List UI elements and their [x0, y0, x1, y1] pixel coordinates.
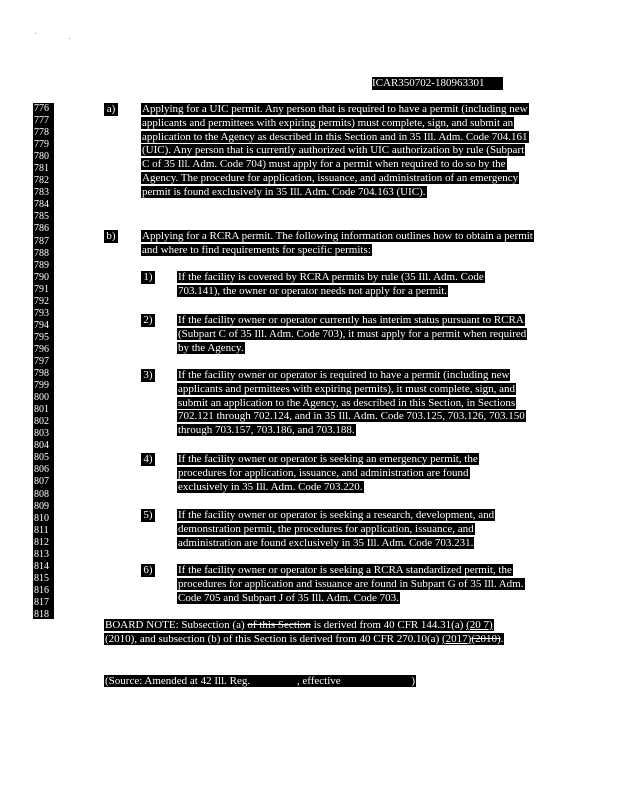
- board-note-inserted-year-2: (2017): [441, 632, 472, 645]
- line-number: 807: [33, 476, 54, 488]
- line-number: 788: [33, 248, 54, 260]
- item-3-body: If the facility owner or operator is required to have a permit (including new applicants and permittees with expiring permits), it must complete, sign, and submit an application to the Agency, as described in this Section, in Sections 702.121 through 702.124, and in 35 Ill. Adm. Code 703.125, 703.126, 703.150 through 703.157, 703.186, and 703.188.: [178, 369, 525, 437]
- line-number: 785: [33, 211, 54, 223]
- line-number: 778: [33, 127, 54, 139]
- line-number: 797: [33, 356, 54, 368]
- line-number: 790: [33, 272, 54, 284]
- line-number: 818: [33, 609, 54, 619]
- item-1-body: If the facility is covered by RCRA permits by rule (35 Ill. Adm. Code 703.141), the owner or operator needs not apply for a permit.: [178, 271, 484, 297]
- line-number: 799: [33, 380, 54, 392]
- source-line: [104, 675, 444, 689]
- item-2-marker: 2): [141, 314, 155, 327]
- line-number: 795: [33, 332, 54, 344]
- line-number: 808: [33, 489, 54, 501]
- item-6-body: If the facility owner or operator is seeking a RCRA standardized permit, the procedures for application and issuance are found in Subpart G of 35 Ill. Adm. Code 705 and Subpart J of 35 Ill. Adm. Code 703.: [178, 564, 524, 604]
- section-a-text: [141, 103, 533, 200]
- line-number: 780: [33, 151, 54, 163]
- section-a-body: Applying for a UIC permit. Any person that is required to have a permit (including new applicants and permittees with expiring permits) must complete, sign, and submit an application to the Agency as described in this Section and in 35 Ill. Adm. Code 704.161 (UIC). Any person that is currently authorized with UIC authorization by rule (Subpart C of 35 Ill. Adm. Code 704) must apply for a permit when required to do so by the Agency. The procedure for application, issuance, and administration of an emergency permit is found exclusively in 35 Ill. Adm. Code 704.163 (UIC).: [142, 103, 528, 198]
- line-number: 786: [33, 223, 54, 235]
- item-1-marker: 1): [141, 271, 155, 284]
- board-note-period: .: [500, 632, 504, 645]
- line-number: 804: [33, 440, 54, 452]
- item-5-body: If the facility owner or operator is seeking a research, development, and demonstration permit, the procedures for application, issuance, and administration are found exclusively in 35 Ill. Adm. Code 703.231.: [178, 509, 495, 549]
- section-b-body: Applying for a RCRA permit. The following information outlines how to obtain a permit and where to find requirements for specific permits:: [142, 230, 533, 256]
- item-5-text: [177, 509, 529, 550]
- document-id: ICAR350702-180963301: [372, 77, 503, 90]
- item-2-body: If the facility owner or operator currently has interim status pursuant to RCRA (Subpart C of 35 Ill. Adm. Code 703), it must apply for a permit when required by the Agency.: [178, 314, 527, 354]
- board-note-text: [104, 619, 504, 645]
- board-note-inserted-year: (20 7): [466, 619, 493, 631]
- section-b-text: [141, 230, 541, 258]
- line-number: 805: [33, 452, 54, 464]
- line-number: 787: [33, 236, 54, 248]
- effective-date-blank: [343, 675, 411, 687]
- line-number: 815: [33, 573, 54, 585]
- line-number: 810: [33, 513, 54, 525]
- line-number: 783: [33, 187, 54, 199]
- line-number: 800: [33, 392, 54, 404]
- board-note-struck-year: (2010): [471, 632, 501, 645]
- board-note-struck-text: of this Section: [247, 619, 311, 631]
- line-number: 792: [33, 296, 54, 308]
- line-number: 791: [33, 284, 54, 296]
- line-number: 789: [33, 260, 54, 272]
- item-4-marker: 4): [141, 453, 155, 466]
- item-2-text: [177, 314, 527, 355]
- item-4-body: If the facility owner or operator is seeking an emergency permit, the procedures for application, issuance, and administration are found exclusively in 35 Ill. Adm. Code 703.220.: [178, 453, 478, 493]
- line-number: 817: [33, 597, 54, 609]
- item-1-text: [177, 271, 522, 299]
- line-number: 816: [33, 585, 54, 597]
- item-5-marker: 5): [141, 509, 155, 522]
- line-number: 801: [33, 404, 54, 416]
- source-close: ): [411, 675, 416, 687]
- item-3-text: [177, 369, 545, 438]
- line-number: 812: [33, 537, 54, 549]
- item-6-marker: 6): [141, 564, 155, 577]
- line-number: 793: [33, 308, 54, 320]
- board-note-middle: is derived from 40 CFR 144.31(a): [313, 619, 464, 631]
- line-number: 781: [33, 163, 54, 175]
- line-number: 806: [33, 464, 54, 476]
- scan-speck: [35, 33, 36, 34]
- item-4-text: [177, 453, 512, 494]
- line-number: 802: [33, 416, 54, 428]
- scan-speck: [69, 38, 70, 39]
- line-number: 784: [33, 199, 54, 211]
- line-number: 809: [33, 501, 54, 513]
- line-number: 782: [33, 175, 54, 187]
- source-prefix: (Source: Amended at 42 Ill. Reg.: [105, 675, 251, 687]
- line-number: 794: [33, 320, 54, 332]
- line-number: 803: [33, 428, 54, 440]
- section-a-marker: a): [104, 103, 118, 116]
- line-number: 814: [33, 561, 54, 573]
- line-number: 811: [33, 525, 54, 537]
- line-number: 813: [33, 549, 54, 561]
- register-number-blank: [253, 675, 297, 687]
- line-number-column: [33, 103, 54, 619]
- source-text: [104, 675, 416, 687]
- source-effective: , effective: [296, 675, 341, 687]
- board-note-continuation: (2010), and subsection (b) of this Section is derived from 40 CFR 270.10(a): [105, 632, 440, 645]
- line-number: 777: [33, 115, 54, 127]
- line-number: 798: [33, 368, 54, 380]
- line-number: 796: [33, 344, 54, 356]
- line-number: 779: [33, 139, 54, 151]
- item-3-marker: 3): [141, 369, 155, 382]
- board-note: [104, 619, 509, 647]
- item-6-text: [177, 564, 535, 605]
- section-b-marker: b): [104, 230, 118, 243]
- board-note-prefix: BOARD NOTE: Subsection (a): [105, 619, 245, 631]
- line-number: 776: [33, 103, 54, 115]
